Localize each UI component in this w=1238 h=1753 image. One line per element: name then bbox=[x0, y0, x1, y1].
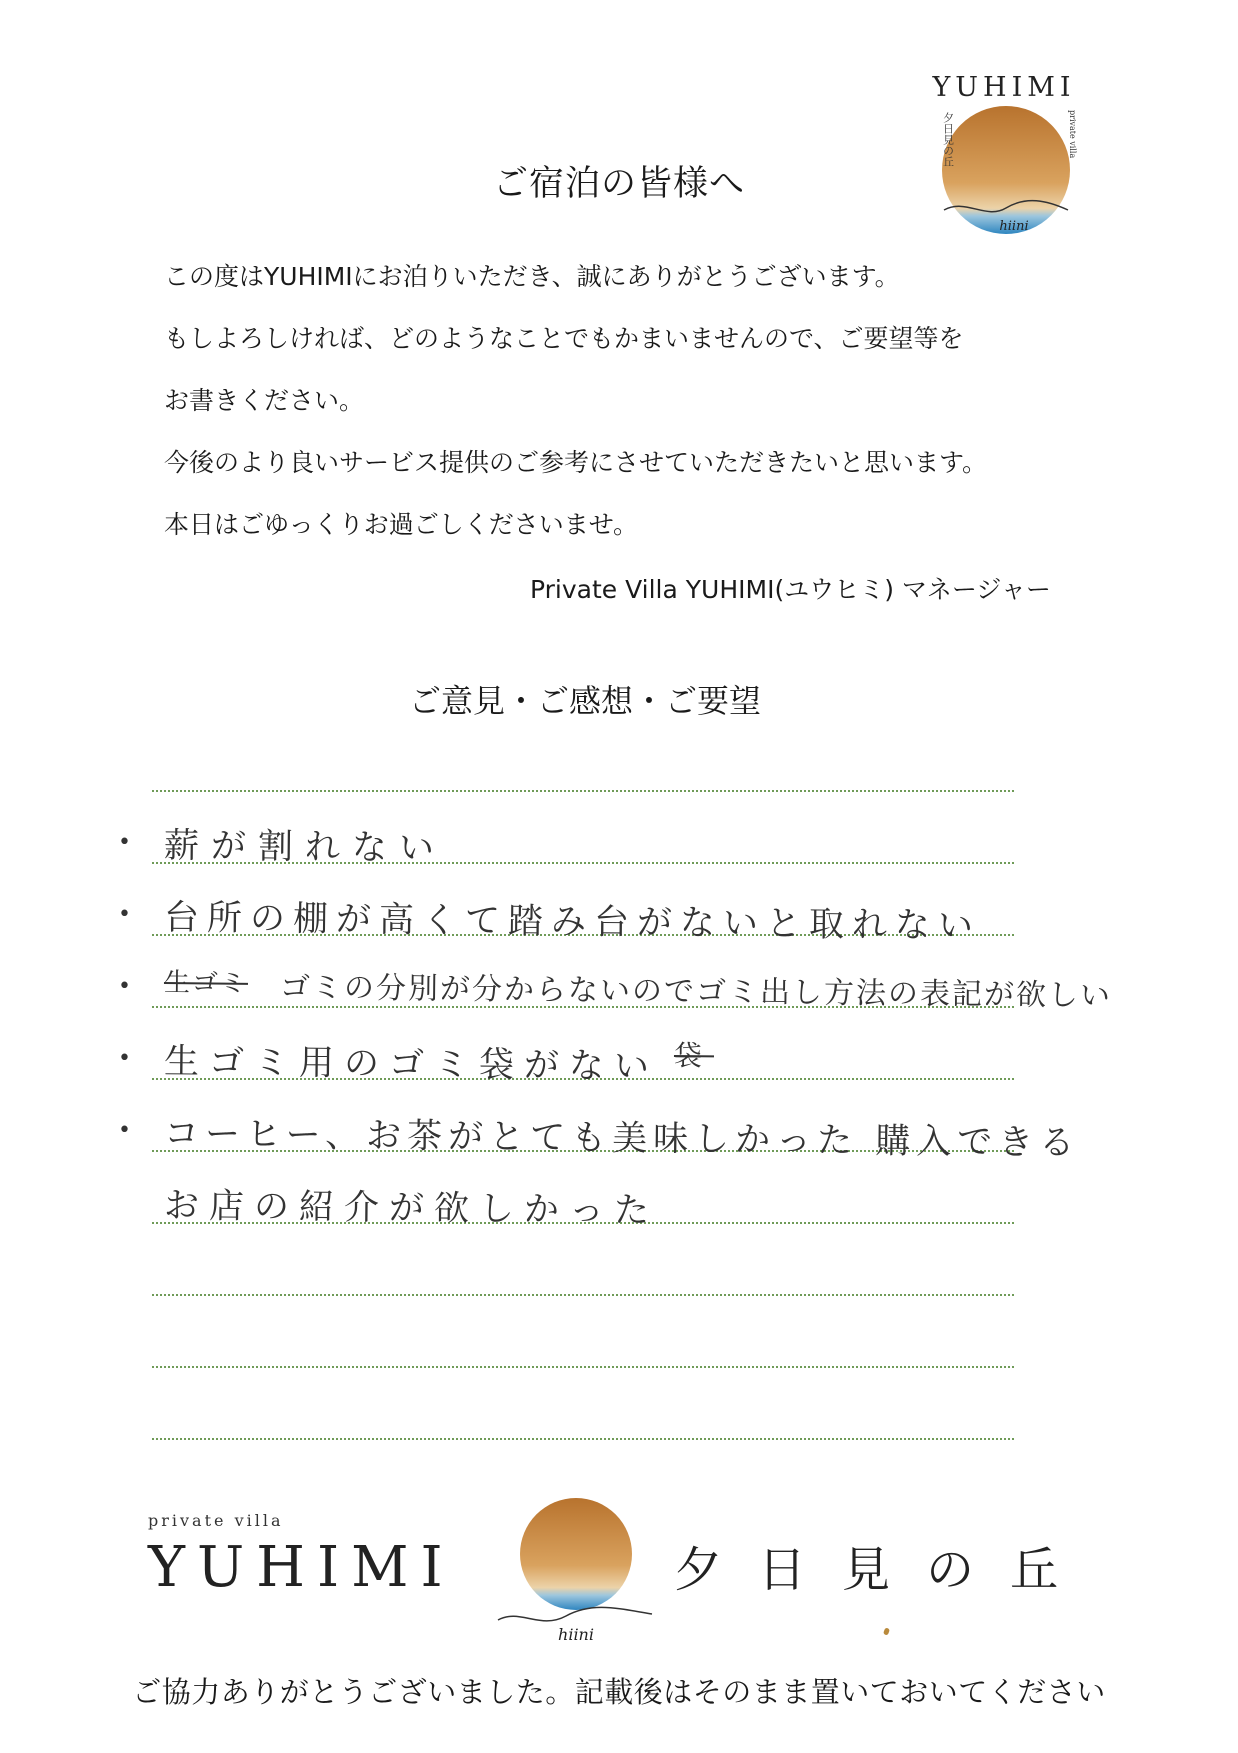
footer-brand-script: hiini bbox=[558, 1625, 594, 1644]
writing-line bbox=[152, 1366, 1014, 1368]
handwritten-entry: コーヒー、お茶がとても美味しかった 購入できる bbox=[163, 1114, 1081, 1164]
bullet-mark: • bbox=[118, 902, 131, 927]
handwritten-entry: お店の紹介が欲しかった bbox=[163, 1186, 660, 1232]
header-brand-script: hiini bbox=[999, 219, 1029, 234]
bullet-mark: • bbox=[118, 1118, 131, 1143]
handwritten-entry: 生ゴミ用のゴミ袋がない bbox=[163, 1042, 660, 1088]
writing-line bbox=[152, 1294, 1014, 1296]
feedback-heading: ご意見・ご感想・ご要望 bbox=[408, 682, 761, 720]
writing-line bbox=[152, 1438, 1014, 1440]
intro-line-2: もしよろしければ、どのようなことでもかまいませんので、ご要望等を bbox=[164, 324, 964, 353]
header-brand-vertical-jp: 夕日見の丘 bbox=[941, 112, 955, 167]
intro-line-1: この度はYUHIMIにお泊りいただき、誠にありがとうございます。 bbox=[164, 262, 900, 291]
closing-message: ご協力ありがとうございました。記載後はそのまま置いておいてください bbox=[132, 1675, 1106, 1709]
bullet-mark: • bbox=[118, 830, 131, 855]
intro-line-3: お書きください。 bbox=[164, 386, 365, 415]
handwritten-entry: ゴミの分別が分からないのでゴミ出し方法の表記が欲しい bbox=[279, 970, 1113, 1014]
writing-line bbox=[152, 790, 1014, 792]
intro-line-5: 本日はごゆっくりお過ごしくださいませ。 bbox=[164, 510, 639, 539]
bullet-mark: • bbox=[118, 1046, 131, 1071]
handwritten-entry: 台所の棚が高くて踏み台がないと取れない bbox=[163, 898, 982, 947]
footer-brand-jp: 夕日見の丘 bbox=[674, 1542, 1080, 1598]
struck-text: 生ゴミ bbox=[163, 968, 249, 999]
footer-logo bbox=[140, 1490, 1080, 1650]
footer-brand: YUHIMI bbox=[148, 1535, 455, 1600]
footer-small-label: private villa bbox=[148, 1511, 284, 1530]
page-title: ご宿泊の皆様へ bbox=[492, 164, 745, 204]
intro-line-4: 今後のより良いサービス提供のご参考にさせていただきたいと思います。 bbox=[164, 448, 988, 477]
header-brand-vertical-en: private villa bbox=[1068, 110, 1077, 159]
header-brand: YUHIMI bbox=[932, 72, 1076, 103]
bullet-mark: • bbox=[118, 974, 131, 999]
manager-signature: Private Villa YUHIMI(ユウヒミ) マネージャー bbox=[530, 575, 1051, 604]
handwritten-entry: 薪が割れない bbox=[163, 826, 447, 869]
struck-text: 袋 bbox=[673, 1039, 715, 1073]
footer-sun-logo-icon bbox=[140, 1490, 1080, 1650]
